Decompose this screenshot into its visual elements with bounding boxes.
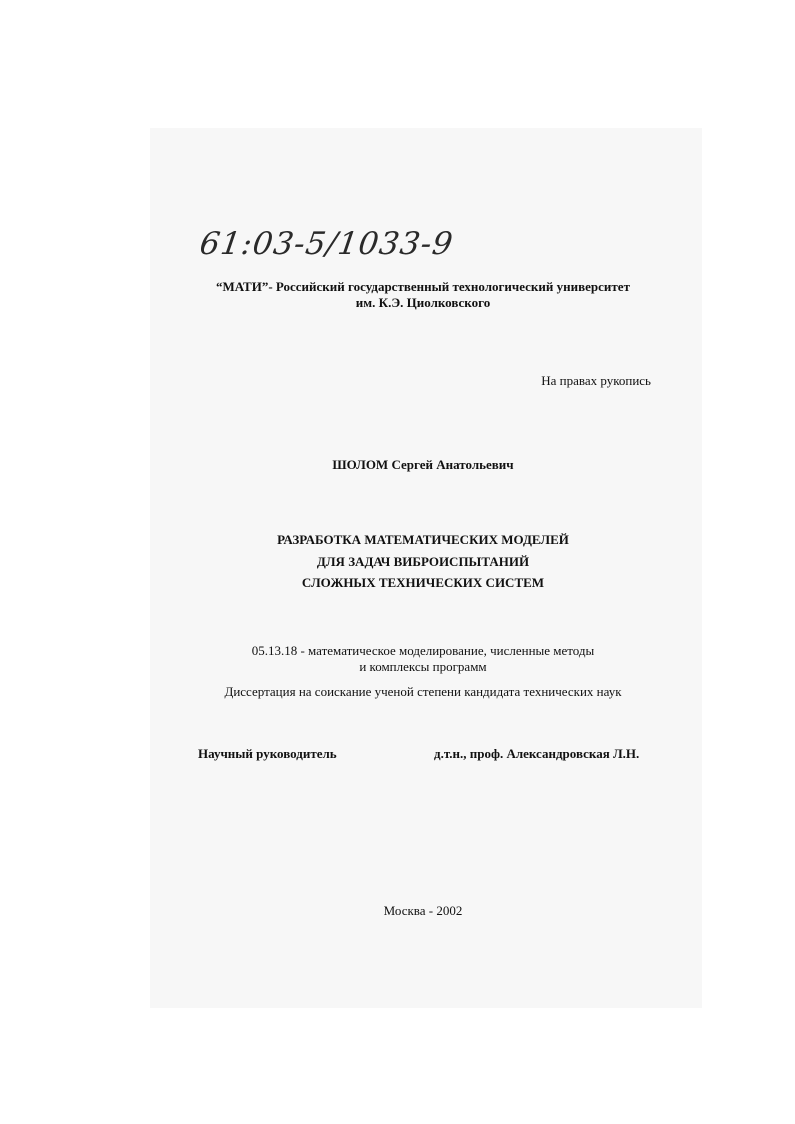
specialty-line: и комплексы программ [359, 659, 487, 674]
title-line: РАЗРАБОТКА МАТЕМАТИЧЕСКИХ МОДЕЛЕЙ [277, 532, 569, 547]
specialty-line: 05.13.18 - математическое моделирование, численные методы [251, 643, 595, 658]
author-name: ШОЛОМ Сергей Анатольевич [332, 457, 514, 472]
title-line: ДЛЯ ЗАДАЧ ВИБРОИСПЫТАНИЙ [316, 554, 530, 569]
title-line: СЛОЖНЫХ ТЕХНИЧЕСКИХ СИСТЕМ [301, 575, 545, 590]
archive-number-handwritten: 61:03-5/1033-9 [197, 226, 456, 262]
supervisor-label: Научный руководитель [198, 746, 337, 761]
institution-name: “МАТИ”- Российский государственный технологический университет [216, 279, 630, 294]
place-year: Москва - 2002 [383, 903, 463, 918]
supervisor-name: д.т.н., проф. Александровская Л.Н. [434, 746, 640, 761]
degree-statement: Диссертация на соискание ученой степени кандидата технических наук [224, 684, 622, 699]
manuscript-note: На правах рукопись [541, 373, 651, 388]
institution-named-after: им. К.Э. Циолковского [355, 295, 491, 310]
